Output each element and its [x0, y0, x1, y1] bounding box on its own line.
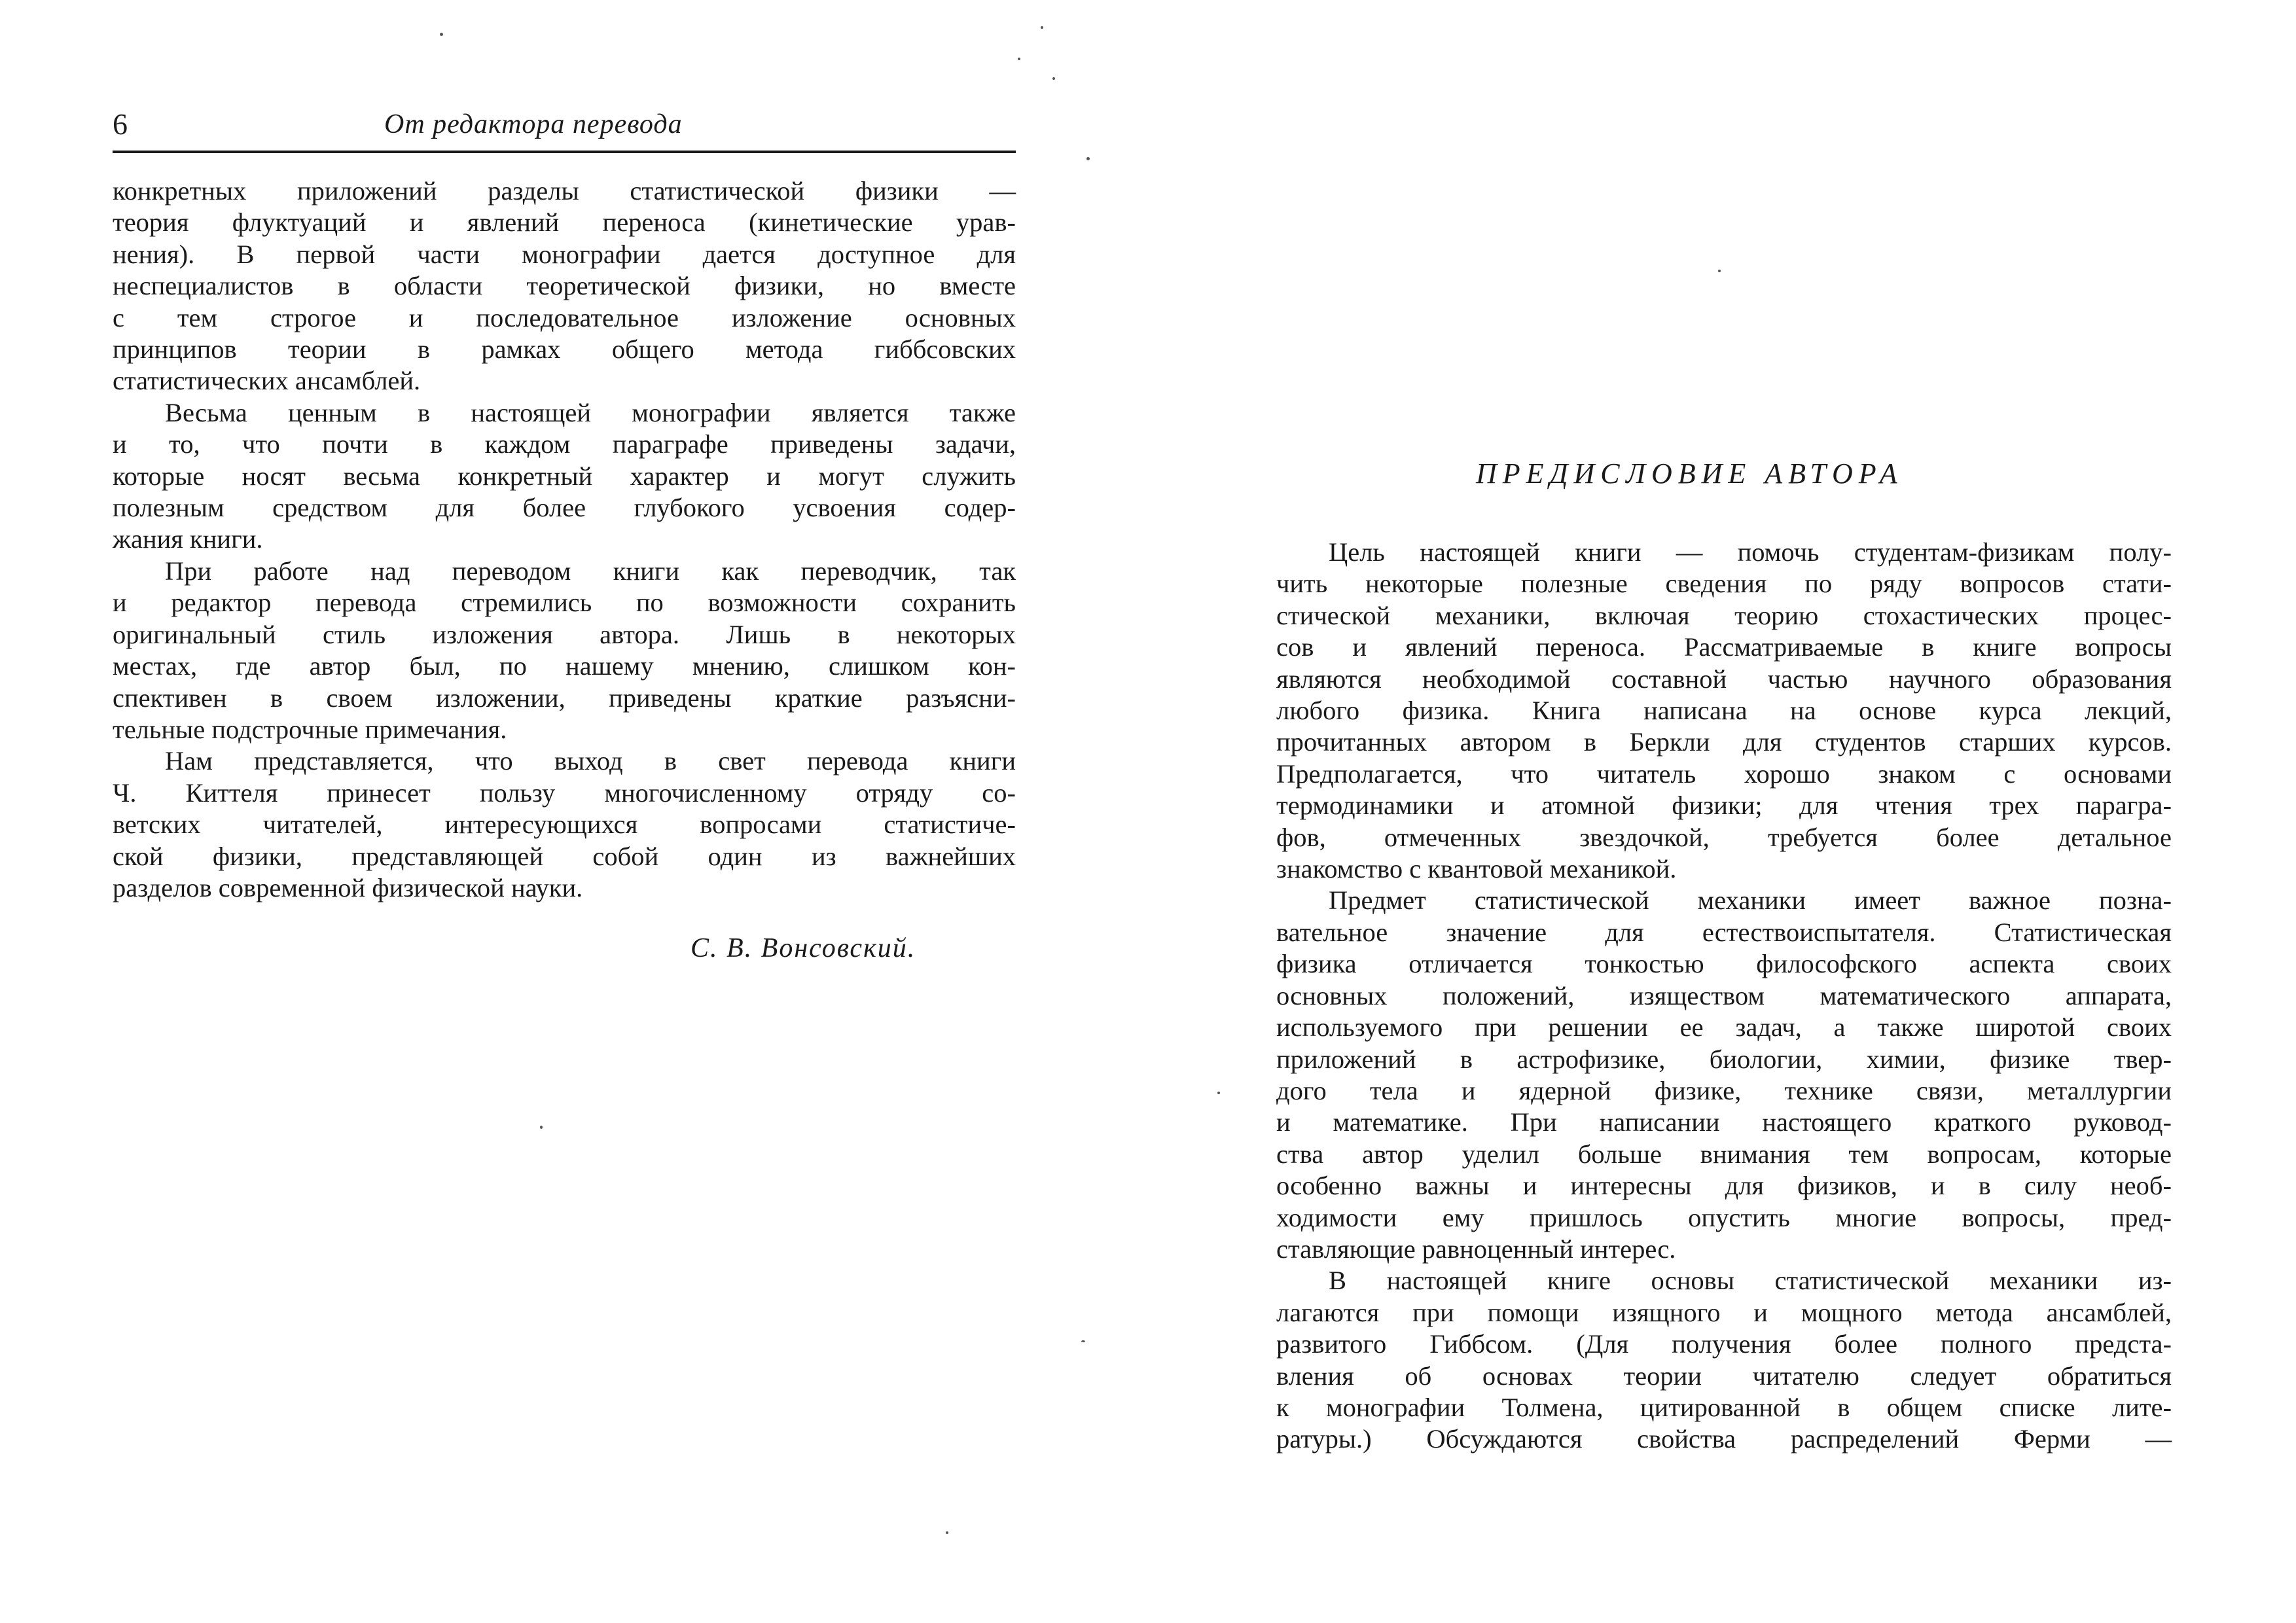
text-line: ской физики, представляющей собой один из важнейших — [113, 841, 1016, 871]
paragraph — [1276, 537, 2172, 885]
scan-speck — [440, 33, 443, 36]
text-line: полезным средством для более глубокого усвоения содер- — [113, 493, 1016, 523]
text-line: конкретных приложений разделы статистической физики — — [113, 176, 1016, 205]
text-line: любого физика. Книга написана на основе курса лекций, — [1276, 696, 2172, 726]
text-line: особенно важны и интересны для физиков, и в силу необ- — [1276, 1171, 2172, 1201]
text-line: ставляющие равноценный интерес. — [1276, 1234, 1676, 1264]
text-line: к монографии Толмена, цитированной в общем списке лите- — [1276, 1392, 2172, 1422]
text-line: Предмет статистической механики имеет важное позна- — [1329, 885, 2172, 916]
text-line: используемого при решении ее задач, а также широтой своих — [1276, 1012, 2172, 1043]
text-line: принципов теории в рамках общего метода гиббсовских — [113, 334, 1016, 365]
scan-speck — [1041, 26, 1043, 29]
text-line: В настоящей книге основы статистической механики из- — [1329, 1266, 2172, 1296]
text-line: Весьма ценным в настоящей монографии является также — [165, 397, 1016, 427]
text-line: основных положений, изяществом математического аппарата, — [1276, 980, 2172, 1010]
text-line: лагаются при помощи изящного и мощного метода ансамблей, — [1276, 1297, 2172, 1327]
running-title: От редактора перевода — [384, 109, 683, 139]
text-line: неспециалистов в области теоретической физики, но вместе — [113, 271, 1016, 301]
text-line: приложений в астрофизике, биологии, химии, физике твер- — [1276, 1044, 2172, 1074]
text-line: Ч. Киттеля принесет пользу многочисленному отряду со- — [113, 777, 1016, 808]
scan-speck — [1081, 1340, 1085, 1342]
text-line: являются необходимой составной частью научного образования — [1276, 664, 2172, 694]
text-line: которые носят весьма конкретный характер и могут служить — [113, 461, 1016, 491]
right-body-text — [1276, 537, 2172, 1455]
text-line: теория флуктуаций и явлений переноса (кинетические урав- — [113, 207, 1016, 238]
text-line: вления об основах теории читателю следует обратиться — [1276, 1361, 2172, 1391]
text-line: При работе над переводом книги как переводчик, так — [165, 556, 1016, 586]
scan-speck — [540, 1126, 543, 1129]
text-line: термодинамики и атомной физики; для чтения трех парагра- — [1276, 791, 2172, 821]
text-line: местах, где автор был, по нашему мнению, слишком кон- — [113, 651, 1016, 681]
text-line: знакомство с квантовой механикой. — [1276, 854, 1677, 884]
text-line: тельные подстрочные примечания. — [113, 714, 507, 744]
text-line: ходимости ему пришлось опустить многие вопросы, пред- — [1276, 1202, 2172, 1232]
text-line: ства автор уделил больше внимания тем вопросам, которые — [1276, 1139, 2172, 1169]
scan-speck — [1018, 58, 1020, 60]
text-line: дого тела и ядерной физике, технике связи, металлургии — [1276, 1075, 2172, 1105]
text-line: статистических ансамблей. — [113, 366, 421, 396]
scan-speck — [946, 1531, 948, 1534]
left-body-text — [113, 175, 1016, 904]
text-line: физика отличается тонкостью философского аспекта своих — [1276, 949, 2172, 979]
paragraph — [1276, 1265, 2172, 1455]
text-line: и то, что почти в каждом параграфе приведены задачи, — [113, 429, 1016, 459]
text-line: вательное значение для естествоиспытателя. Статистическая — [1276, 917, 2172, 947]
scan-speck — [1086, 157, 1090, 160]
scan-speck — [1718, 270, 1721, 272]
paragraph — [1276, 885, 2172, 1265]
text-line: Нам представляется, что выход в свет перевода книги — [165, 746, 1016, 776]
text-line: спективен в своем изложении, приведены краткие разъясни- — [113, 683, 1016, 713]
running-head — [113, 98, 1016, 153]
page-number: 6 — [113, 107, 128, 141]
paragraph — [113, 556, 1016, 745]
text-line: фов, отмеченных звездочкой, требуется более детальное — [1276, 822, 2172, 852]
text-line: прочитанных автором в Беркли для студентов старших курсов. — [1276, 727, 2172, 757]
paragraph — [113, 175, 1016, 397]
text-line: стической механики, включая теорию стохастических процес- — [1276, 600, 2172, 630]
text-line: и математике. При написании настоящего краткого руковод- — [1276, 1107, 2172, 1137]
section-heading: ПРЕДИСЛОВИЕ АВТОРА — [1476, 457, 1903, 490]
scan-speck — [1052, 77, 1055, 80]
text-line: Цель настоящей книги — помочь студентам-физикам полу- — [1329, 537, 2172, 567]
text-line: Предполагается, что читатель хорошо знаком с основами — [1276, 758, 2172, 789]
text-line: с тем строгое и последовательное изложение основных — [113, 302, 1016, 332]
text-line: ратуры.) Обсуждаются свойства распределений Ферми — — [1276, 1424, 2172, 1454]
text-line: оригинальный стиль изложения автора. Лишь в некоторых — [113, 619, 1016, 649]
text-line: жания книги. — [113, 524, 263, 554]
text-line: разделов современной физической науки. — [113, 872, 583, 902]
scan-speck — [1217, 1092, 1220, 1094]
paragraph — [113, 397, 1016, 556]
paragraph — [113, 745, 1016, 904]
text-line: нения). В первой части монографии дается доступное для — [113, 239, 1016, 269]
text-line: сов и явлений переноса. Рассматриваемые в книге вопросы — [1276, 632, 2172, 662]
signature: С. В. Вонсовский. — [691, 933, 916, 963]
text-line: чить некоторые полезные сведения по ряду вопросов стати- — [1276, 569, 2172, 599]
text-line: и редактор перевода стремились по возможности сохранить — [113, 588, 1016, 618]
text-line: развитого Гиббсом. (Для получения более полного предста- — [1276, 1329, 2172, 1359]
text-line: ветских читателей, интересующихся вопросами статистиче- — [113, 810, 1016, 840]
